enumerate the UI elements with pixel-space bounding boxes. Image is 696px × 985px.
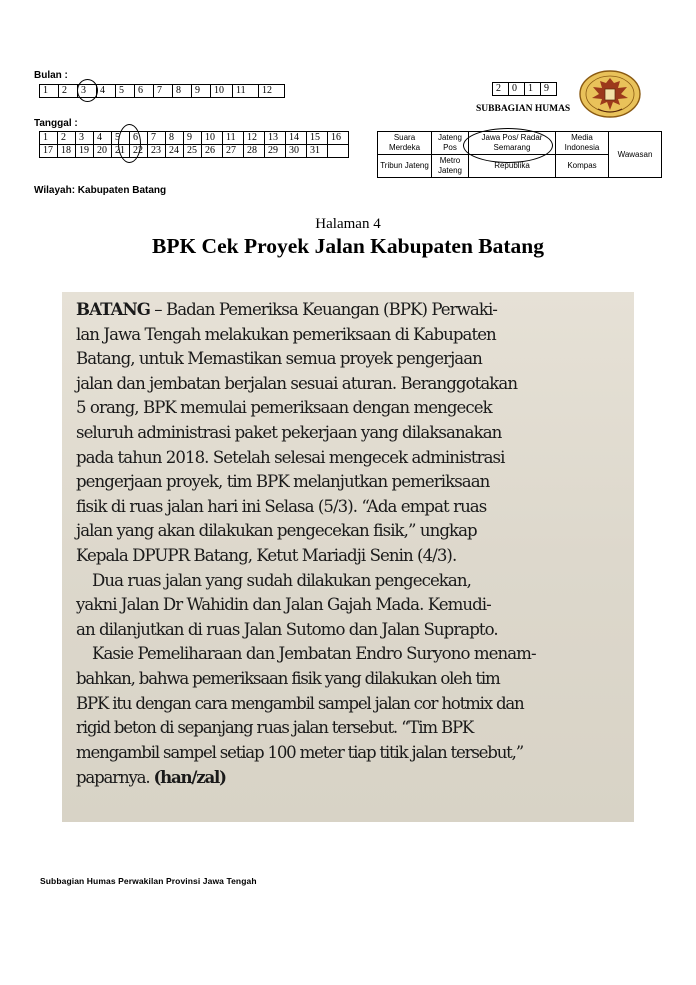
media-cell: Media Indonesia <box>556 132 609 155</box>
month-cell: 10 <box>211 85 233 98</box>
article-title: BPK Cek Proyek Jalan Kabupaten Batang <box>151 234 545 258</box>
paragraph-1-text: – Badan Pemeriksa Keuangan (BPK) Perwaki- lan Jawa Tengah melakukan pemeriksaan di Kabupaten Batang, untuk Memastikan semua proyek pengerjaan jalan dan jembatan berjalan sesuai aturan. Beranggotakan 5 orang, BPK memulai pemeriksaan dengan mengecek seluruh administrasi paket pekerjaan yang dilaksanakan pada tahun 2018. Setelah selesai mengecek administrasi pengerjaan proyek, tim BPK melanjutkan pemeriksaan fisik di ruas jalan hari ini Selasa (5/3). “Ada empat ruas jalan yang akan dilakukan pengecekan fisik,” ungkap Kepala DPUPR Batang, Ketut Mariadji Senin (4/3). <box>76 300 518 565</box>
day-cell: 13 <box>265 132 286 145</box>
selected-day-circle <box>118 124 141 163</box>
month-cell: 1 <box>40 85 59 98</box>
month-cell: 12 <box>259 85 285 98</box>
bulan-label: Bulan : <box>34 70 68 81</box>
month-cell: 4 <box>97 85 116 98</box>
day-cell <box>328 145 349 158</box>
org-name: SUBBAGIAN HUMAS <box>476 104 571 114</box>
paragraph-2: Dua ruas jalan yang sudah dilakukan pengecekan, yakni Jalan Dr Wahidin dan Jalan Gajah Mada. Kemudi- an dilanjutkan di ruas Jalan Sutomo dan Jalan Suprapto. <box>76 570 498 639</box>
day-cell: 16 <box>328 132 349 145</box>
tanggal-label: Tanggal : <box>34 118 78 129</box>
day-cell: 6 <box>130 132 148 145</box>
day-cell: 22 <box>130 145 148 158</box>
paragraph-3: Kasie Pemeliharaan dan Jembatan Endro Suryono menam- <box>92 644 536 664</box>
day-cell: 2 <box>58 132 76 145</box>
year-table <box>492 82 557 96</box>
day-cell: 15 <box>307 132 328 145</box>
dateline: BATANG <box>76 299 150 319</box>
month-cell: 3 <box>78 85 97 98</box>
year-digit: 1 <box>525 83 541 96</box>
paragraph-4-text: bahkan, bahwa pemeriksaan fisik yang dilakukan oleh tim BPK itu dengan cara mengambil sampel jalan cor hotmix dan rigid beton di sepanjang ruas jalan tersebut. “Tim BPK mengambil sampel setiap 100 meter tiap titik jalan tersebut,” paparnya. <box>76 668 524 788</box>
media-cell: Jateng Pos <box>432 132 469 155</box>
month-cell: 9 <box>192 85 211 98</box>
day-cell: 14 <box>286 132 307 145</box>
day-cell: 26 <box>202 145 223 158</box>
day-cell: 10 <box>202 132 223 145</box>
year-digit: 2 <box>493 83 509 96</box>
day-cell: 5 <box>112 132 130 145</box>
media-cell: Wawasan <box>609 132 662 178</box>
day-cell: 4 <box>94 132 112 145</box>
wilayah-label: Wilayah: Kabupaten Batang <box>34 185 167 196</box>
day-cell: 28 <box>244 145 265 158</box>
day-cell: 29 <box>265 145 286 158</box>
day-cell: 18 <box>58 145 76 158</box>
day-cell: 12 <box>244 132 265 145</box>
month-cell: 8 <box>173 85 192 98</box>
day-cell: 30 <box>286 145 307 158</box>
day-cell: 21 <box>112 145 130 158</box>
month-cell: 11 <box>233 85 259 98</box>
month-table <box>39 84 285 98</box>
newspaper-clipping <box>62 292 634 822</box>
day-cell: 23 <box>148 145 166 158</box>
paragraph-1 <box>76 297 622 569</box>
day-cell: 7 <box>148 132 166 145</box>
day-cell: 25 <box>184 145 202 158</box>
signoff: (han/zal) <box>153 767 226 788</box>
media-cell: Suara Merdeka <box>378 132 432 155</box>
month-cell: 7 <box>154 85 173 98</box>
year-digit: 0 <box>509 83 525 96</box>
selected-media-circle <box>463 128 553 163</box>
day-cell: 20 <box>94 145 112 158</box>
media-cell: Tribun Jateng <box>378 155 432 178</box>
day-cell: 24 <box>166 145 184 158</box>
selected-month-circle <box>77 79 98 102</box>
media-cell: Republika <box>469 155 556 178</box>
paragraph-4 <box>76 667 622 791</box>
day-cell: 31 <box>307 145 328 158</box>
page-number: Halaman 4 <box>315 216 381 232</box>
day-cell: 8 <box>166 132 184 145</box>
day-table <box>39 131 349 158</box>
day-cell: 17 <box>40 145 58 158</box>
media-cell: Kompas <box>556 155 609 178</box>
garuda-emblem-icon <box>578 69 642 119</box>
month-cell: 2 <box>59 85 78 98</box>
day-cell: 27 <box>223 145 244 158</box>
media-cell: Metro Jateng <box>432 155 469 178</box>
month-cell: 5 <box>116 85 135 98</box>
day-cell: 3 <box>76 132 94 145</box>
year-digit: 9 <box>541 83 557 96</box>
day-cell: 1 <box>40 132 58 145</box>
month-cell: 6 <box>135 85 154 98</box>
day-cell: 11 <box>223 132 244 145</box>
day-cell: 9 <box>184 132 202 145</box>
media-cell: Jawa Pos/ Radar Semarang <box>469 132 556 155</box>
day-cell: 19 <box>76 145 94 158</box>
footer-text: Subbagian Humas Perwakilan Provinsi Jawa Tengah <box>40 876 257 886</box>
